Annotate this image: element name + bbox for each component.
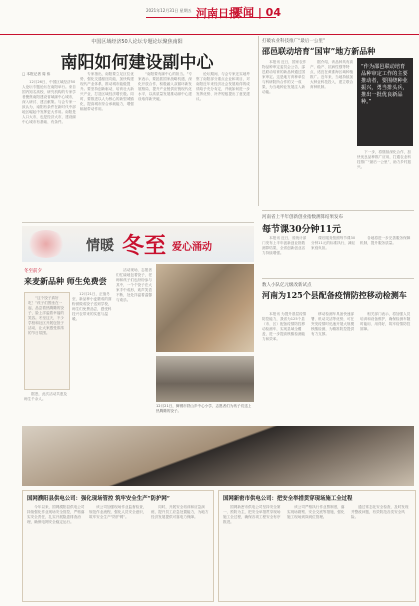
article-1-title: 南阳如何建设副中心 bbox=[60, 53, 214, 73]
article-1-kicker: 中国区域经济50人论坛专题论坛聚焦南阳 bbox=[91, 39, 183, 45]
article-2-col-3: 下一步，将继续深化合作，加快优良品种推广应用，打通农业科技推广“最后一公里”，助力乡村振兴。 bbox=[357, 150, 412, 169]
bottom-right-title: 国网新密市供电公司：把安全举措贯穿现场施工全过程 bbox=[223, 496, 353, 502]
newspaper-logo: 河南日报 bbox=[196, 7, 240, 20]
article-4-head bbox=[262, 282, 412, 300]
banner-word-3: 爱心涌动 bbox=[172, 242, 212, 253]
winter-photo-top bbox=[156, 264, 254, 352]
page-header bbox=[0, 0, 419, 35]
article-3-col-3: 各地将进一步完善服务保障机制，提升服务质量。 bbox=[360, 236, 411, 245]
winter-kicker: 冬至前夕 bbox=[24, 269, 42, 274]
bottom-right-col-3: 通过常态化安全检查，及时发现并整改问题，有效防范各类安全风险。 bbox=[351, 505, 409, 519]
article-3-col-1: 本报讯 近日，省统计部门发布上半年创新创业指数测算结果，全省创新创业活力持续增强。 bbox=[262, 236, 307, 255]
banner-word-1: 情暖 bbox=[86, 238, 114, 254]
article-3-col-2: 课后服务按照每节课30分钟11元的标准执行，减轻家庭负担。 bbox=[311, 236, 356, 250]
banner-word-2: 冬至 bbox=[122, 233, 167, 259]
issue-date: 2021年12月31日 星期五 bbox=[146, 8, 192, 13]
article-2-title: 邵邑联动培育“国审”地方新品种 bbox=[262, 46, 376, 56]
divider bbox=[262, 278, 414, 279]
article-2-head bbox=[262, 38, 412, 57]
article-3-head bbox=[262, 214, 412, 235]
article-1-byline: □ 本报记者 周 伟 bbox=[22, 72, 51, 76]
column-divider bbox=[258, 36, 259, 206]
winter-photo-caption: 12月21日，舞钢市铁山乡中心小学，志愿者们为孩子们送上热腾腾的饺子。 bbox=[156, 404, 252, 413]
feature-banner bbox=[22, 226, 254, 262]
divider bbox=[262, 210, 414, 211]
winter-sidebar-text: “这个饺子真好吃！”孩子们围坐在一起，品尝着热腾腾的饺子，脸上洋溢着幸福的笑容。冬至这天，不少学校和社区开展包饺子活动，让大家感受浓浓的节日氛围。 bbox=[28, 296, 64, 335]
article-4-title: 河南为125个县配备疫情防控移动检测车 bbox=[262, 290, 407, 300]
article-1-col-4: 论坛期间，与会专家还实地考察了南阳部分重点企业和项目，对南阳近年来经济社会发展取得的成绩给予充分肯定，并就如何进一步发挥优势、补齐短板提出了意见建议。 bbox=[196, 72, 250, 101]
news-photo-wide bbox=[22, 426, 414, 486]
article-1-col-3: “南阳要有副中心的担当。”专家表示，要抢抓国家战略机遇，深化开放合作，积极融入双循环新发展格局，提升产业链供应链现代化水平，以高质量发展推动副中心建设取得新突破。 bbox=[138, 72, 193, 101]
bottom-right-col-1: 国网新密市供电公司坚持安全第一、预防为主，把安全举措贯穿现场施工全过程，确保各项工程安全有序推进。 bbox=[223, 505, 281, 524]
winter-photo-bottom bbox=[156, 356, 254, 402]
bottom-left-col-3: 同时，开展安全培训和应急演练，提升员工应急处置能力，为地方经济发展提供可靠电力保障。 bbox=[151, 505, 209, 519]
article-1-col-2: 专家指出，南阳要立足区位优势，强化交通枢纽功能，加快构建现代产业体系，推动城市能级提升。要坚持创新驱动，培育壮大新兴产业，打造区域经济增长极。同时，要推进以人为核心的新型城镇化，提高城市综合承载能力，增强辐射带动作用。 bbox=[80, 72, 134, 111]
divider bbox=[22, 222, 254, 223]
bottom-right-col-2: 该公司严格执行作业票制度，落实现场勘察、安全交底等措施，强化施工现场到岗到位管理。 bbox=[287, 505, 345, 519]
winter-title: 来麦新品种 师生免费尝 bbox=[24, 276, 107, 286]
bottom-left-panel bbox=[22, 490, 214, 602]
winter-col-2: 活动现场，志愿者们忙碌地包着饺子，老师和孩子们也纷纷参与其中，一个个饺子在大家手中成形，欢声笑语不断，处处洋溢着温馨与欢乐。 bbox=[116, 268, 152, 302]
winter-col-0b: 据悉，此次活动共惠及师生千余人。 bbox=[24, 392, 68, 401]
article-3-title: 每节课30分钟11元 bbox=[262, 225, 342, 235]
article-4-col-2: 移动检测车具备快速部署、机动灵活等优势，可在突发疫情时迅速开展大规模核酸检测，为精准防控提供有力支撑。 bbox=[311, 312, 355, 336]
article-4-kicker: 数人小队亿元级改新试点 bbox=[262, 283, 312, 288]
article-4-col-3: 相关部门表示，将加强人员培训和设备维护，确保检测车随时能用、用得好，筑牢疫情防控屏障。 bbox=[360, 312, 411, 331]
bottom-left-col-1: 今年以来，国网濮阳县供电公司持续强化作业现场安全管控，严格落实安全责任，扎实开展隐患排查治理，确保电网安全稳定运行。 bbox=[27, 505, 85, 524]
article-2-kicker: 打破农业科技推广“最后一公里” bbox=[262, 39, 326, 44]
article-1-head bbox=[22, 38, 252, 73]
pull-quote-text: “作为邵邑联动培育品种审定工作的主要推动者，要围绕种业振兴，勇当排头兵，推出一批优良新品种。” bbox=[361, 64, 408, 105]
winter-col-1: 12月21日，正值冬至，新品种小麦磨成的面粉被做成饺子送到学校，师生们免费品尝，感受科技兴农带来的实惠与温暖。 bbox=[72, 292, 112, 321]
bottom-left-title: 国网濮阳县供电公司：强化现场管控 筑牢安全生产“防护网” bbox=[27, 496, 170, 502]
winter-sidebar-box bbox=[24, 292, 70, 390]
bottom-left-col-2: 该公司加强现场作业监督检查，规范作业流程，强化人员安全意识，筑牢安全生产“防护网”。 bbox=[89, 505, 147, 519]
article-1-col-1: 12月26日，中国区域经济50人论坛专题论坛在南阳举行。来自国内知名高校、研究机构的专家学者聚焦南阳建设省域副中心城市，深入研讨、建言献策。与会专家一致认为，南阳有条件在新时代中部地区崛起中发挥更大作用。南阳是人口大市，也是经济大市，建设副中心城市有基础、有条件。 bbox=[22, 80, 76, 124]
pull-quote-box bbox=[357, 58, 413, 146]
article-2-col-1: 本报讯 近日，国家农作物品种审定委员会公告，邵邑联动培育的新品种通过国家审定。这是地方育种单位与科研院所合作的又一成果，为当地种业发展注入新动能。 bbox=[262, 60, 307, 94]
decor-plum-icon bbox=[26, 230, 66, 258]
section-title: 要闻 | 04 bbox=[232, 6, 281, 19]
article-2-col-2: 据介绍，该品种具有高产、稳产、抗病性强等特点，适宜在黄淮海区域种植推广。近年来，当地持续加大种业科技投入，建立联合育种机制。 bbox=[310, 60, 354, 89]
bottom-right-panel bbox=[218, 490, 416, 602]
article-4-col-1: 本报讯 为提升基层疫情防控能力，我省为125个县（市、区）配备疫情防控移动检测车，实现县域全覆盖，进一步提高核酸检测能力和效率。 bbox=[262, 312, 307, 341]
article-3-kicker: 河南省上半年创新创业指数测算结果发布 bbox=[262, 215, 343, 220]
